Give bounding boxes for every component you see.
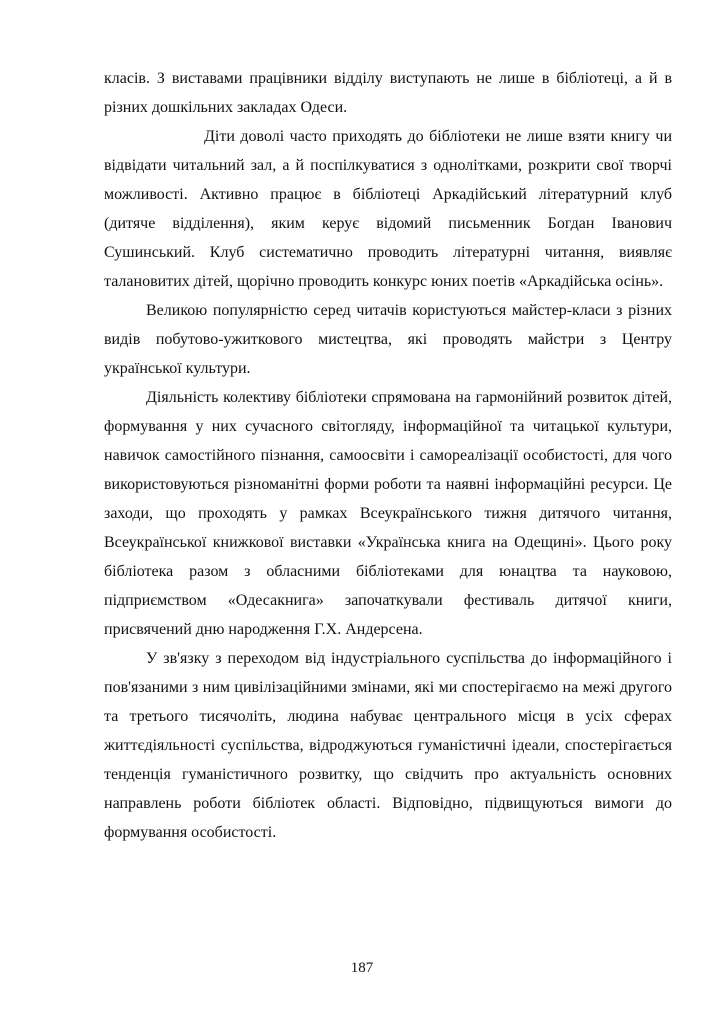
paragraph-continuation: класів. З виставами працівники відділу виступають не лише в бібліотеці, а й в різних дошкільних закладах Одеси. (104, 70, 672, 116)
paragraph-master-classes: Великою популярністю серед читачів користуються майстер-класи з різних видів побутово-ужиткового мистецтва, які проводять майстри з Центру української культури. (104, 302, 672, 377)
paragraph-children-visits: Діти доволі часто приходять до бібліотеки не лише взяти книгу чи відвідати читальний зал, а й поспілкуватися з однолітками, розкрити свої творчі можливості. Активно працює в бібліотеці Аркадійський літературний клуб (дитяче відділення), яким керує відомий письменник Богдан Іванович Сушинський. Клуб систематично проводить літературні читання, виявляє талановитих дітей, щорічно проводить конкурс юних поетів «Аркадійська осінь». (104, 128, 672, 290)
paragraph-library-activity: Діяльність колективу бібліотеки спрямована на гармонійний розвиток дітей, формування у них сучасного світогляду, інформаційної та читацької культури, навичок самостійного пізнання, самоосвіти і самореалізації особистості, для чого використовуються різноманітні форми роботи та наявні інформаційні ресурси. Це заходи, що проходять у рамках Всеукраїнського тижня дитячого читання, Всеукраїнської книжкової виставки «Українська книга на Одещині». Цього року бібліотека разом з обласними бібліотеками для юнацтва та науковою, підприємством «Одесакнига» започаткували фестиваль дитячої книги, присвячений дню народження Г.Х. Андерсена. (104, 389, 672, 638)
page-number: 187 (350, 960, 374, 976)
paragraph-information-society: У зв'язку з переходом від індустріального суспільства до інформаційного і пов'язаними з ним цивілізаційними змінами, які ми спостерігаємо на межі другого та третього тисячоліть, людина набуває центрального місця в усіх сферах життєдіяльності суспільства, відроджуються гуманістичні ідеали, спостерігається тенденція гуманістичного розвитку, що свідчить про актуальність основних направлень роботи бібліотек області. Відповідно, підвищуються вимоги до формування особистості. (104, 650, 672, 841)
body-text (104, 64, 672, 847)
